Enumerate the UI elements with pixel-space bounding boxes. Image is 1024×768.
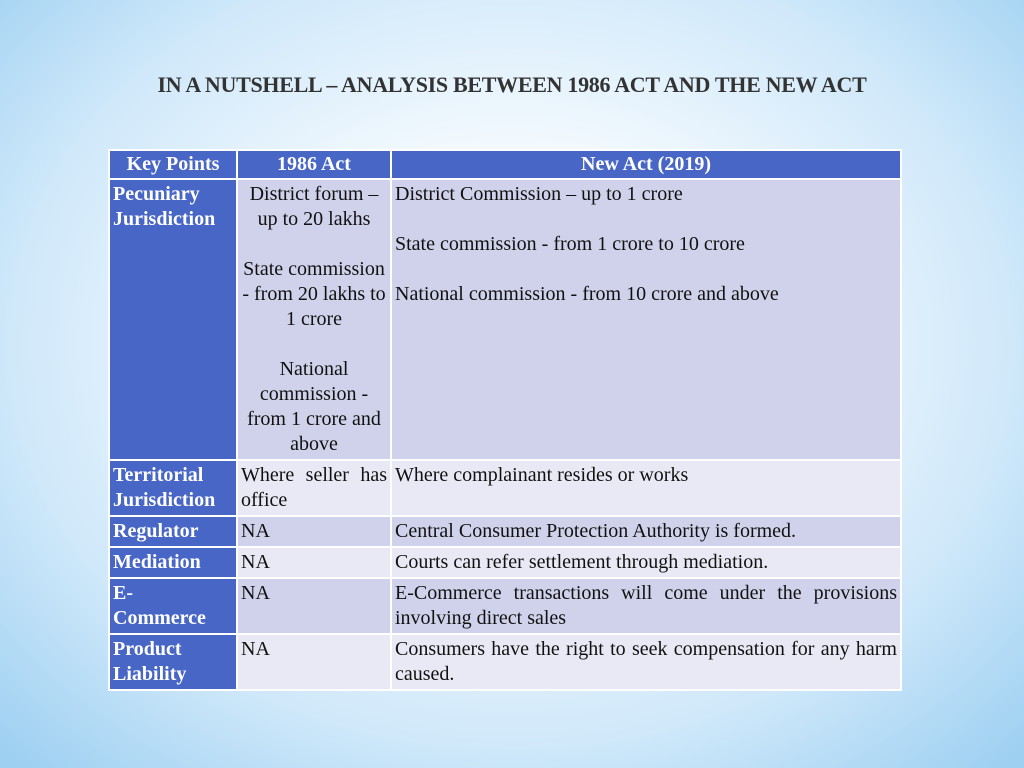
- row-key-line: Liability: [113, 663, 187, 685]
- table-row: [109, 179, 901, 460]
- row-key: Mediation: [109, 547, 237, 578]
- cell-1986-act: NA: [237, 516, 391, 547]
- cell-paragraph: National commission - from 10 crore and above: [395, 283, 779, 305]
- header-new-act: New Act (2019): [391, 150, 901, 179]
- cell-new-act: Courts can refer settlement through mediation.: [391, 547, 901, 578]
- table-row: [109, 460, 901, 516]
- row-key-line: Product: [113, 638, 182, 660]
- cell-1986-act: NA: [237, 547, 391, 578]
- row-key-line: Territorial: [113, 464, 204, 486]
- cell-new-act: [391, 179, 901, 460]
- row-key: [109, 460, 237, 516]
- table-row: [109, 547, 901, 578]
- cell-new-act: Central Consumer Protection Authority is formed.: [391, 516, 901, 547]
- slide-title: IN A NUTSHELL – ANALYSIS BETWEEN 1986 ACT AND THE NEW ACT: [157, 72, 867, 97]
- cell-1986-act: Where seller has office: [237, 460, 391, 516]
- row-key-line: Commerce: [113, 607, 206, 629]
- row-key-line: Jurisdiction: [113, 489, 216, 511]
- cell-1986-act: [237, 179, 391, 460]
- row-key-line: Jurisdiction: [113, 208, 216, 230]
- cell-new-act: Consumers have the right to seek compensation for any harm caused.: [391, 634, 901, 690]
- cell-paragraph: District forum – up to 20 lakhs: [249, 183, 379, 230]
- row-key-line: Pecuniary: [113, 183, 200, 205]
- cell-new-act: Where complainant resides or works: [391, 460, 901, 516]
- comparison-table: [108, 149, 902, 691]
- cell-new-act: E-Commerce transactions will come under the provisions involving direct sales: [391, 578, 901, 634]
- table-header-row: [109, 150, 901, 179]
- row-key: [109, 578, 237, 634]
- header-key-points: Key Points: [109, 150, 237, 179]
- row-key: [109, 634, 237, 690]
- row-key: Regulator: [109, 516, 237, 547]
- table-row: [109, 516, 901, 547]
- cell-paragraph: State commission - from 1 crore to 10 crore: [395, 233, 745, 255]
- cell-paragraph: State commission - from 20 lakhs to 1 crore: [242, 258, 386, 330]
- cell-1986-act: NA: [237, 578, 391, 634]
- table-row: [109, 578, 901, 634]
- row-key: [109, 179, 237, 460]
- row-key-line: E-: [113, 582, 133, 604]
- cell-paragraph: District Commission – up to 1 crore: [395, 183, 683, 205]
- header-1986-act: 1986 Act: [237, 150, 391, 179]
- cell-1986-act: NA: [237, 634, 391, 690]
- table-row: [109, 634, 901, 690]
- cell-paragraph: National commission - from 1 crore and above: [247, 358, 381, 455]
